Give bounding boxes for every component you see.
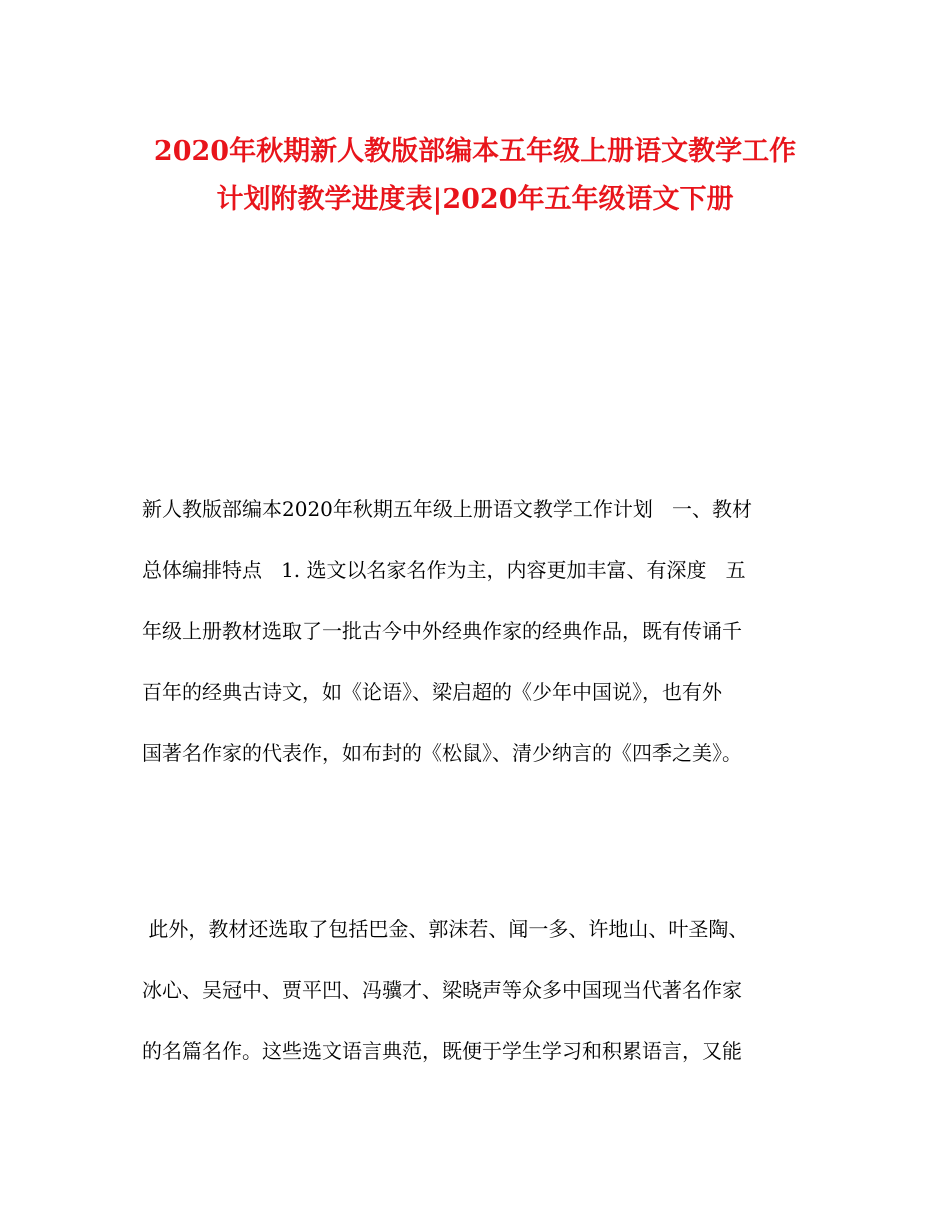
paragraph-line: 总体编排特点 1. 选文以名家名作为主，内容更加丰富、有深度 五 bbox=[142, 558, 746, 582]
title-line-2: 计划附教学进度表|2020年五年级语文下册 bbox=[216, 184, 734, 215]
paragraph-line: 冰心、吴冠中、贾平凹、冯骥才、梁晓声等众多中国现当代著名作家 bbox=[142, 978, 742, 1002]
title-line-1: 2020年秋期新人教版部编本五年级上册语文教学工作 bbox=[153, 136, 797, 167]
body-paragraph-1 bbox=[142, 479, 812, 784]
paragraph-line: 国著名作家的代表作，如布封的《松鼠》、清少纳言的《四季之美》。 bbox=[142, 741, 742, 765]
paragraph-line: 百年的经典古诗文，如《论语》、梁启超的《少年中国说》，也有外 bbox=[142, 680, 722, 704]
document-title bbox=[100, 128, 850, 224]
paragraph-line: 年级上册教材选取了一批古今中外经典作家的经典作品，既有传诵千 bbox=[142, 619, 742, 643]
paragraph-line: 此外，教材还选取了包括巴金、郭沫若、闻一多、许地山、叶圣陶、 bbox=[142, 917, 749, 941]
body-paragraph-2 bbox=[142, 899, 812, 1082]
paragraph-line: 新人教版部编本2020年秋期五年级上册语文教学工作计划 一、教材 bbox=[142, 497, 752, 521]
paragraph-line: 的名篇名作。这些选文语言典范，既便于学生学习和积累语言，又能 bbox=[142, 1039, 742, 1063]
